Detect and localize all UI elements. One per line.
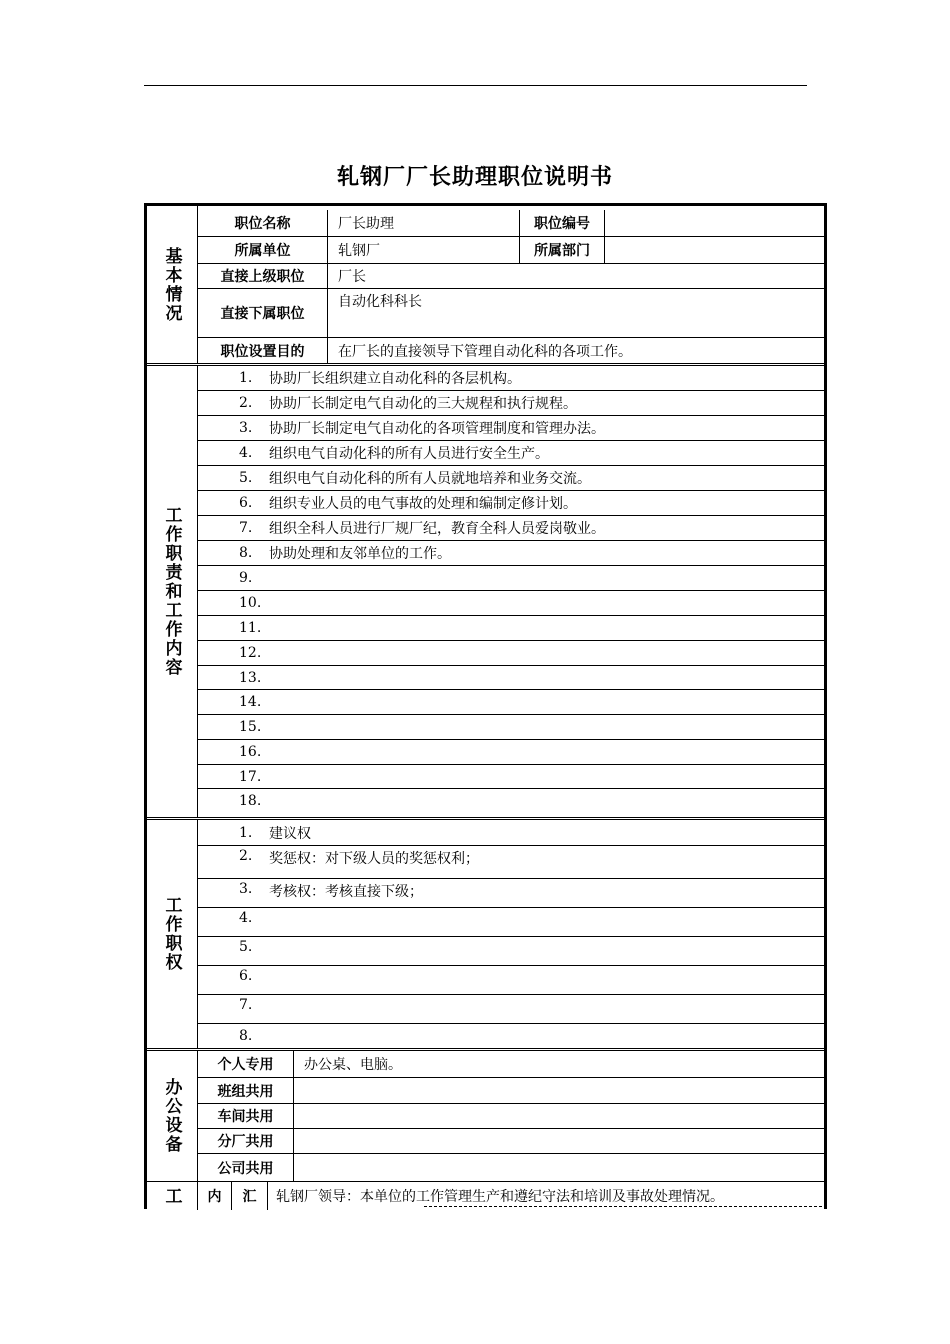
duty-row [198,765,824,789]
equipment-row [198,1104,824,1129]
item-number: 16. [239,744,262,760]
basic-info-section [147,206,824,363]
duty-row-content [239,715,269,739]
item-text: 奖惩权：对下级人员的奖惩权利； [269,851,479,867]
page-cut-line [424,1206,827,1207]
item-text: 协助处理和友邻单位的工作。 [269,546,451,562]
item-number: 9. [239,570,253,586]
duty-row [198,416,824,441]
equipment-label: 办公设备 [147,1051,198,1181]
equipment-value [294,1104,824,1128]
subordinate-row [198,289,824,338]
report-label: 汇 [232,1182,268,1210]
item-number: 5. [239,939,253,955]
position-name-value: 厂长助理 [328,210,520,236]
duty-row-content [239,366,521,390]
duty-row [198,641,824,666]
item-number: 4. [239,445,253,461]
position-code-value [605,210,824,236]
duties-label: 工作职责和工作内容 [147,366,198,817]
duty-row-content [239,441,549,465]
item-number: 10. [239,595,262,611]
authority-row-content [239,908,269,936]
item-number: 3. [239,881,253,897]
duty-row [198,616,824,641]
equipment-scope-label: 个人专用 [198,1051,294,1077]
authority-row [198,820,824,846]
item-number: 6. [239,968,253,984]
equipment-value: 办公桌、电脑。 [304,1057,402,1073]
duties-section [147,366,824,817]
position-description-form [144,203,827,1209]
item-text: 协助厂长制定电气自动化的各项管理制度和管理办法。 [269,421,605,437]
superior-row [198,264,824,289]
duty-row-content [239,491,577,515]
superior-label: 直接上级职位 [198,264,328,288]
item-text: 考核权：考核直接下级； [269,884,423,900]
subordinate-value: 自动化科科长 [338,294,422,310]
duty-row-content [239,690,269,714]
duty-row-content [239,466,591,490]
header-rule [144,85,807,86]
duty-row-content [239,591,269,615]
duty-row [198,715,824,740]
item-number: 6. [239,495,253,511]
duty-row [198,541,824,566]
item-number: 7. [239,520,253,536]
item-number: 15. [239,719,262,735]
purpose-row [198,338,824,363]
equipment-scope-label: 公司共用 [198,1154,294,1181]
authority-row [198,937,824,966]
duty-row-content [239,391,577,415]
item-number: 8. [239,545,253,561]
item-number: 18. [239,793,262,809]
authority-row-content [239,820,311,845]
item-number: 14. [239,694,262,710]
duty-row-content [239,641,269,665]
dept-label: 所属部门 [520,237,605,263]
duty-row [198,591,824,616]
duty-row-content [239,541,451,565]
unit-value: 轧钢厂 [328,237,520,263]
internal-label: 内 [198,1182,232,1210]
item-number: 5. [239,470,253,486]
item-number: 4. [239,910,253,926]
authority-row [198,879,824,908]
position-code-label: 职位编号 [520,210,605,236]
item-text: 协助厂长组织建立自动化科的各层机构。 [269,371,521,387]
duty-row [198,491,824,516]
duty-row [198,740,824,765]
duty-row [198,366,824,391]
duty-row [198,466,824,491]
equipment-value [294,1129,824,1153]
purpose-value: 在厂长的直接领导下管理自动化科的各项工作。 [338,343,632,360]
item-text: 组织电气自动化科的所有人员进行安全生产。 [269,446,549,462]
relations-text: 轧钢厂领导：本单位的工作管理生产和遵纪守法和培训及事故处理情况。 [276,1189,724,1205]
authority-row [198,966,824,995]
item-text: 组织电气自动化科的所有人员就地培养和业务交流。 [269,471,591,487]
relations-label: 工 [147,1182,198,1210]
item-number: 17. [239,768,262,785]
authority-row-content [239,879,423,907]
equipment-scope-label: 分厂共用 [198,1129,294,1153]
item-text: 协助厂长制定电气自动化的三大规程和执行规程。 [269,396,577,412]
item-number: 12. [239,645,262,661]
item-text: 建议权 [269,825,311,842]
authority-row-content [239,995,269,1023]
duty-row-content [239,566,269,590]
item-number: 3. [239,420,253,436]
position-name-label: 职位名称 [198,210,328,236]
basic-info-label: 基本情况 [147,206,198,363]
duty-row-content [239,789,269,813]
purpose-label: 职位设置目的 [198,338,328,363]
document-title: 轧钢厂厂长助理职位说明书 [336,165,613,190]
duty-row [198,690,824,715]
item-number: 7. [239,997,253,1013]
item-number: 11. [239,620,262,636]
superior-value: 厂长 [338,269,366,285]
item-number: 2. [239,395,253,411]
unit-label: 所属单位 [198,237,328,263]
duty-row-content [239,516,605,540]
item-text: 组织全科人员进行厂规厂纪，教育全科人员爱岗敬业。 [269,521,605,537]
item-text: 组织专业人员的电气事故的处理和编制定修计划。 [269,496,577,512]
duty-row-content [239,616,269,640]
equipment-scope-label: 车间共用 [198,1104,294,1128]
dept-value [605,237,824,263]
duty-row [198,566,824,591]
duty-row-content [239,666,269,689]
position-name-row [198,210,824,237]
item-number: 13. [239,669,262,686]
duty-row [198,441,824,466]
authority-row [198,1024,824,1048]
equipment-row [198,1051,824,1078]
authority-row [198,995,824,1024]
duty-row [198,789,824,813]
item-number: 1. [239,824,253,841]
authority-row-content [239,937,269,965]
authority-row-content [239,1024,269,1048]
duty-row [198,516,824,541]
subordinate-label: 直接下属职位 [198,289,328,337]
authority-row [198,846,824,879]
duty-row-content [239,765,269,788]
authority-row-content [239,966,269,994]
equipment-row [198,1078,824,1104]
item-number: 1. [239,370,253,386]
duty-row-content [239,416,605,440]
duty-row [198,391,824,416]
equipment-scope-label: 班组共用 [198,1078,294,1103]
equipment-row [198,1129,824,1154]
equipment-value [294,1078,824,1103]
item-number: 8. [239,1028,253,1044]
duty-row [198,666,824,690]
authority-section [147,820,824,1048]
equipment-row [198,1154,824,1181]
authority-label: 工作职权 [147,820,198,1048]
duty-row-content [239,740,269,764]
item-number: 2. [239,848,253,864]
authority-row-content [239,846,479,878]
unit-row [198,237,824,264]
equipment-value [294,1154,824,1181]
equipment-section [147,1051,824,1181]
authority-row [198,908,824,937]
